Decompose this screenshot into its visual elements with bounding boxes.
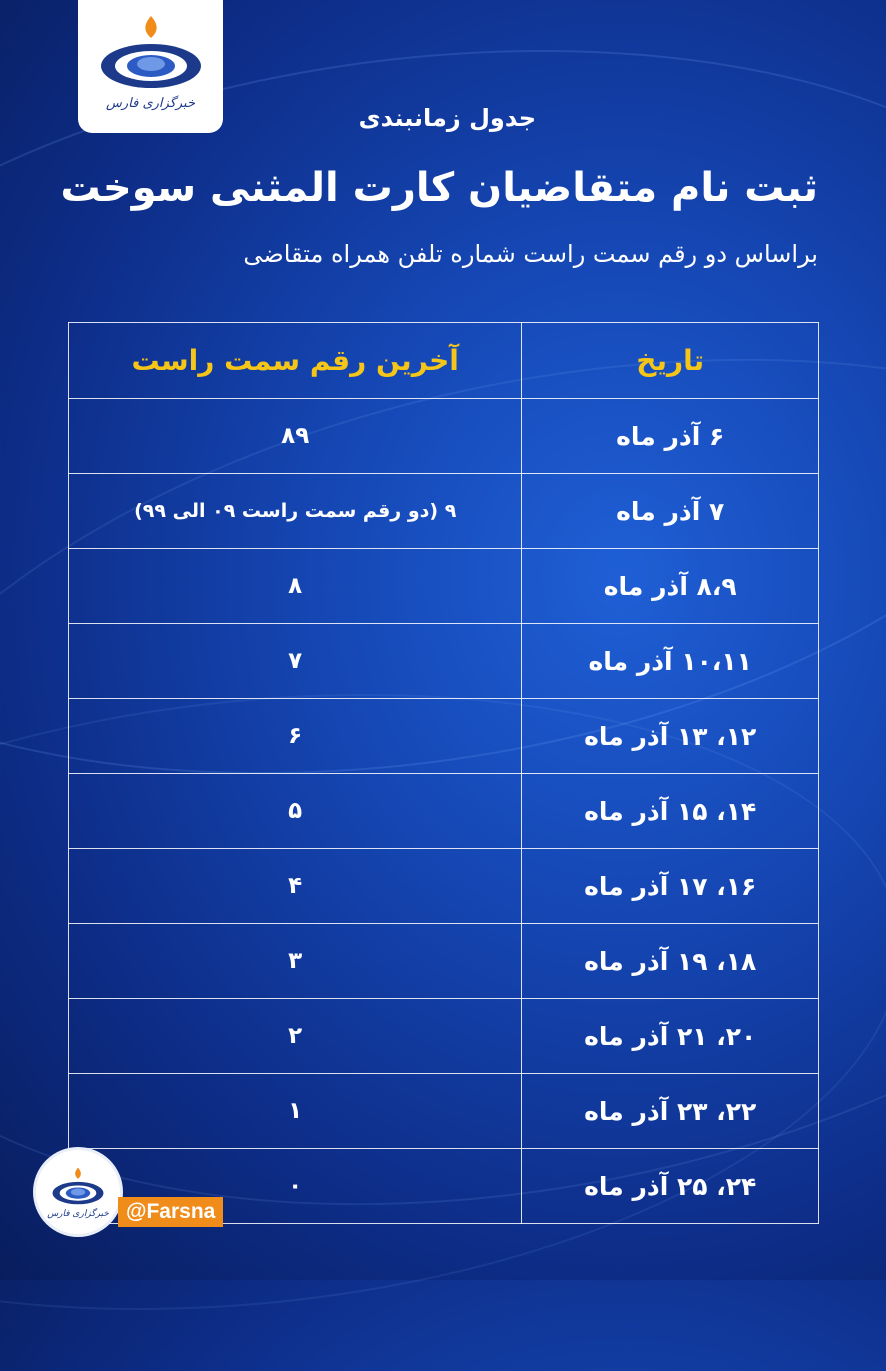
row-date: ۱۴، ۱۵ آذر ماه (522, 774, 819, 849)
row-digit: ۰ (69, 1149, 522, 1224)
table-row (69, 849, 819, 924)
row-date: ۷ آذر ماه (522, 474, 819, 549)
row-date: ۲۴، ۲۵ آذر ماه (522, 1149, 819, 1224)
logo-text: خبرگزاری فارس (105, 96, 195, 111)
row-digit: ۱ (69, 1074, 522, 1149)
row-date: ۸،۹ آذر ماه (522, 549, 819, 624)
row-digit: ۲ (69, 999, 522, 1074)
fars-badge-logo (33, 1147, 123, 1237)
row-digit: ۵ (69, 774, 522, 849)
page-title: ثبت نام متقاضیان کارت المثنی سوخت (60, 165, 818, 211)
row-date: ۱۶، ۱۷ آذر ماه (522, 849, 819, 924)
pre-title: جدول زمانبندی (358, 104, 536, 132)
fars-emblem-icon (96, 14, 206, 94)
row-digit: ۴ (69, 849, 522, 924)
table-row (69, 624, 819, 699)
row-digit: ۸۹ (69, 399, 522, 474)
header-digit: آخرین رقم سمت راست (69, 323, 522, 399)
row-date: ۲۰، ۲۱ آذر ماه (522, 999, 819, 1074)
table-row (69, 774, 819, 849)
row-digit: ۹ (دو رقم سمت راست ۰۹ الی ۹۹) (69, 474, 522, 549)
fars-emblem-icon (50, 1166, 106, 1208)
table-row (69, 549, 819, 624)
table-row (69, 1074, 819, 1149)
row-date: ۱۸، ۱۹ آذر ماه (522, 924, 819, 999)
row-date: ۶ آذر ماه (522, 399, 819, 474)
row-digit: ۷ (69, 624, 522, 699)
social-handle: @Farsna (118, 1197, 223, 1227)
row-date: ۱۲، ۱۳ آذر ماه (522, 699, 819, 774)
row-digit: ۸ (69, 549, 522, 624)
row-digit: ۳ (69, 924, 522, 999)
table-row (69, 924, 819, 999)
schedule-table (68, 322, 819, 1224)
row-date: ۲۲، ۲۳ آذر ماه (522, 1074, 819, 1149)
fars-logo (78, 0, 223, 133)
row-date: ۱۰،۱۱ آذر ماه (522, 624, 819, 699)
header-date: تاریخ (522, 323, 819, 399)
row-digit: ۶ (69, 699, 522, 774)
table-row (69, 399, 819, 474)
table-header-row (69, 323, 819, 399)
table-row (69, 474, 819, 549)
badge-text: خبرگزاری فارس (47, 1208, 109, 1219)
subtitle: براساس دو رقم سمت راست شماره تلفن همراه متقاضی (243, 240, 818, 268)
table-row (69, 699, 819, 774)
table-row (69, 999, 819, 1074)
